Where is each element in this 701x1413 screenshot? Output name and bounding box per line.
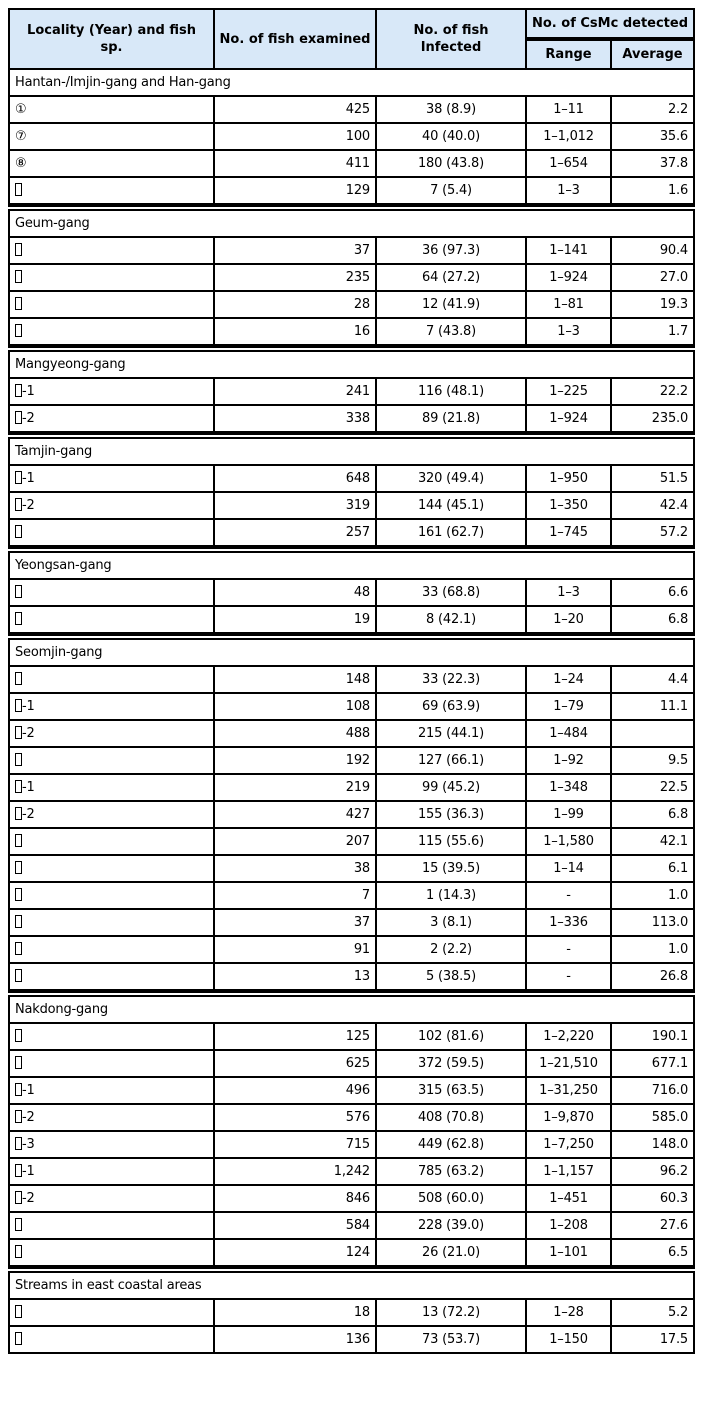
cell-fish-examined: 136 — [214, 1326, 376, 1353]
section-header-row — [9, 1270, 694, 1299]
cell-fish-examined: 488 — [214, 720, 376, 747]
missing-glyph-box — [15, 672, 22, 685]
cell-csmc-range: 1–924 — [526, 405, 611, 432]
missing-glyph-box — [15, 1137, 22, 1150]
section-label: Tamjin-gang — [9, 436, 694, 465]
cell-csmc-range: 1–3 — [526, 318, 611, 345]
cell-fish-infected: 7 (5.4) — [376, 177, 526, 204]
table-row — [9, 693, 694, 720]
cell-csmc-average: 96.2 — [611, 1158, 694, 1185]
cell-csmc-average: 27.6 — [611, 1212, 694, 1239]
cell-csmc-average: 17.5 — [611, 1326, 694, 1353]
cell-csmc-average: 60.3 — [611, 1185, 694, 1212]
missing-glyph-box — [15, 1164, 22, 1177]
cell-csmc-range: 1–14 — [526, 855, 611, 882]
cell-fish-examined: 338 — [214, 405, 376, 432]
table-row — [9, 1050, 694, 1077]
missing-glyph-box — [15, 861, 22, 874]
cell-fish-infected: 116 (48.1) — [376, 378, 526, 405]
table-row — [9, 405, 694, 432]
missing-glyph-box — [15, 471, 22, 484]
cell-csmc-average: 1.7 — [611, 318, 694, 345]
cell-fish-infected: 73 (53.7) — [376, 1326, 526, 1353]
cell-csmc-range: 1–3 — [526, 177, 611, 204]
cell-fish-sp — [9, 963, 214, 990]
section-label: Nakdong-gang — [9, 994, 694, 1023]
table-row — [9, 801, 694, 828]
section-label: Yeongsan-gang — [9, 550, 694, 579]
cell-fish-examined: 192 — [214, 747, 376, 774]
cell-csmc-average: 42.1 — [611, 828, 694, 855]
col-header-average: Average — [611, 40, 694, 69]
cell-csmc-range: 1–1,157 — [526, 1158, 611, 1185]
cell-fish-examined: 125 — [214, 1023, 376, 1050]
table-row — [9, 1158, 694, 1185]
missing-glyph-box — [15, 1305, 22, 1318]
cell-fish-infected: 26 (21.0) — [376, 1239, 526, 1266]
cell-csmc-average: 11.1 — [611, 693, 694, 720]
cell-fish-infected: 33 (22.3) — [376, 666, 526, 693]
cell-csmc-range: 1–20 — [526, 606, 611, 633]
cell-csmc-average: 5.2 — [611, 1299, 694, 1326]
cell-fish-sp — [9, 1239, 214, 1266]
missing-glyph-box — [15, 915, 22, 928]
cell-fish-infected: 320 (49.4) — [376, 465, 526, 492]
missing-glyph-box — [15, 585, 22, 598]
cell-csmc-average: 148.0 — [611, 1131, 694, 1158]
cell-csmc-average: 22.5 — [611, 774, 694, 801]
table-row — [9, 465, 694, 492]
section-header-row — [9, 436, 694, 465]
cell-fish-sp — [9, 1023, 214, 1050]
table-row — [9, 1185, 694, 1212]
cell-fish-infected: 408 (70.8) — [376, 1104, 526, 1131]
cell-csmc-average: 42.4 — [611, 492, 694, 519]
table-row — [9, 720, 694, 747]
cell-fish-sp — [9, 1299, 214, 1326]
cell-csmc-range: - — [526, 936, 611, 963]
cell-csmc-range: 1–2,220 — [526, 1023, 611, 1050]
cell-fish-examined: 648 — [214, 465, 376, 492]
cell-fish-examined: 129 — [214, 177, 376, 204]
cell-fish-examined: 219 — [214, 774, 376, 801]
cell-fish-sp: ⑧ — [9, 150, 214, 177]
table-row — [9, 963, 694, 990]
cell-fish-examined: 37 — [214, 237, 376, 264]
missing-glyph-box — [15, 888, 22, 901]
cell-fish-infected: 215 (44.1) — [376, 720, 526, 747]
table-row — [9, 1131, 694, 1158]
cell-fish-examined: 28 — [214, 291, 376, 318]
cell-fish-sp — [9, 1326, 214, 1353]
cell-fish-examined: 235 — [214, 264, 376, 291]
cell-csmc-average: 235.0 — [611, 405, 694, 432]
cell-csmc-average: 9.5 — [611, 747, 694, 774]
cell-fish-infected: 38 (8.9) — [376, 96, 526, 123]
cell-csmc-range: 1–451 — [526, 1185, 611, 1212]
cell-csmc-range: 1–99 — [526, 801, 611, 828]
cell-csmc-range: 1–745 — [526, 519, 611, 546]
table-row — [9, 882, 694, 909]
cell-csmc-range: - — [526, 963, 611, 990]
cell-fish-sp: -1 — [9, 465, 214, 492]
table-row — [9, 855, 694, 882]
cell-fish-sp — [9, 318, 214, 345]
cell-fish-infected: 785 (63.2) — [376, 1158, 526, 1185]
cell-csmc-average: 26.8 — [611, 963, 694, 990]
cell-csmc-average — [611, 720, 694, 747]
cell-csmc-average: 6.1 — [611, 855, 694, 882]
cell-csmc-range: 1–350 — [526, 492, 611, 519]
cell-fish-infected: 372 (59.5) — [376, 1050, 526, 1077]
cell-fish-sp: -2 — [9, 801, 214, 828]
cell-fish-infected: 449 (62.8) — [376, 1131, 526, 1158]
cell-csmc-range: 1–28 — [526, 1299, 611, 1326]
cell-fish-infected: 228 (39.0) — [376, 1212, 526, 1239]
cell-fish-sp — [9, 828, 214, 855]
table-row — [9, 606, 694, 633]
cell-csmc-average: 57.2 — [611, 519, 694, 546]
cell-fish-infected: 508 (60.0) — [376, 1185, 526, 1212]
cell-fish-infected: 33 (68.8) — [376, 579, 526, 606]
cell-csmc-average: 90.4 — [611, 237, 694, 264]
table-row — [9, 177, 694, 204]
missing-glyph-box — [15, 297, 22, 310]
col-header-range: Range — [526, 40, 611, 69]
section-header-row — [9, 208, 694, 237]
table-row — [9, 150, 694, 177]
cell-csmc-range: 1–141 — [526, 237, 611, 264]
cell-fish-infected: 8 (42.1) — [376, 606, 526, 633]
cell-fish-infected: 89 (21.8) — [376, 405, 526, 432]
cell-fish-examined: 48 — [214, 579, 376, 606]
cell-fish-examined: 91 — [214, 936, 376, 963]
cell-csmc-range: 1–101 — [526, 1239, 611, 1266]
cell-fish-examined: 207 — [214, 828, 376, 855]
missing-glyph-box — [15, 498, 22, 511]
cell-csmc-range: 1–336 — [526, 909, 611, 936]
cell-fish-sp: -1 — [9, 378, 214, 405]
cell-fish-infected: 7 (43.8) — [376, 318, 526, 345]
cell-fish-infected: 12 (41.9) — [376, 291, 526, 318]
table-row — [9, 492, 694, 519]
cell-fish-examined: 584 — [214, 1212, 376, 1239]
missing-glyph-box — [15, 726, 22, 739]
table-row — [9, 123, 694, 150]
missing-glyph-box — [15, 612, 22, 625]
cell-csmc-average: 1.0 — [611, 882, 694, 909]
cell-csmc-range: 1–7,250 — [526, 1131, 611, 1158]
cell-csmc-range: 1–21,510 — [526, 1050, 611, 1077]
section-label: Seomjin-gang — [9, 637, 694, 666]
table-row — [9, 318, 694, 345]
cell-fish-infected: 102 (81.6) — [376, 1023, 526, 1050]
cell-fish-sp: -2 — [9, 1185, 214, 1212]
section-header-row — [9, 550, 694, 579]
table-row — [9, 579, 694, 606]
cell-fish-sp: -2 — [9, 720, 214, 747]
cell-fish-infected: 315 (63.5) — [376, 1077, 526, 1104]
table-row — [9, 264, 694, 291]
cell-csmc-average: 19.3 — [611, 291, 694, 318]
cell-fish-infected: 13 (72.2) — [376, 1299, 526, 1326]
table-row — [9, 936, 694, 963]
table-row — [9, 774, 694, 801]
cell-fish-infected: 99 (45.2) — [376, 774, 526, 801]
cell-fish-sp: ① — [9, 96, 214, 123]
cell-fish-infected: 36 (97.3) — [376, 237, 526, 264]
cell-fish-sp — [9, 1212, 214, 1239]
table-row — [9, 909, 694, 936]
fish-infection-table — [8, 8, 695, 1354]
cell-fish-infected: 69 (63.9) — [376, 693, 526, 720]
cell-fish-examined: 108 — [214, 693, 376, 720]
cell-fish-sp — [9, 264, 214, 291]
cell-fish-sp: -3 — [9, 1131, 214, 1158]
cell-fish-sp: -1 — [9, 1158, 214, 1185]
cell-csmc-average: 113.0 — [611, 909, 694, 936]
cell-csmc-range: 1–81 — [526, 291, 611, 318]
cell-csmc-range: 1–924 — [526, 264, 611, 291]
cell-fish-sp — [9, 747, 214, 774]
cell-fish-examined: 18 — [214, 1299, 376, 1326]
cell-csmc-range: 1–348 — [526, 774, 611, 801]
cell-csmc-average: 2.2 — [611, 96, 694, 123]
cell-csmc-range: 1–150 — [526, 1326, 611, 1353]
col-header-examined: No. of fish examined — [214, 9, 376, 69]
cell-fish-infected: 40 (40.0) — [376, 123, 526, 150]
cell-csmc-average: 677.1 — [611, 1050, 694, 1077]
cell-csmc-average: 6.6 — [611, 579, 694, 606]
cell-fish-examined: 257 — [214, 519, 376, 546]
col-header-csmc: No. of CsMc detected — [526, 9, 694, 38]
missing-glyph-box — [15, 942, 22, 955]
cell-csmc-average: 716.0 — [611, 1077, 694, 1104]
missing-glyph-box — [15, 1245, 22, 1258]
missing-glyph-box — [15, 384, 22, 397]
cell-csmc-average: 6.8 — [611, 606, 694, 633]
cell-fish-infected: 5 (38.5) — [376, 963, 526, 990]
cell-fish-sp: -2 — [9, 405, 214, 432]
missing-glyph-box — [15, 1191, 22, 1204]
cell-csmc-average: 22.2 — [611, 378, 694, 405]
cell-fish-infected: 3 (8.1) — [376, 909, 526, 936]
cell-csmc-range: 1–3 — [526, 579, 611, 606]
section-header-row — [9, 349, 694, 378]
cell-csmc-range: 1–9,870 — [526, 1104, 611, 1131]
cell-fish-examined: 7 — [214, 882, 376, 909]
cell-csmc-average: 4.4 — [611, 666, 694, 693]
cell-fish-examined: 38 — [214, 855, 376, 882]
cell-fish-infected: 127 (66.1) — [376, 747, 526, 774]
table-header — [9, 9, 694, 69]
table-row — [9, 1212, 694, 1239]
cell-fish-examined: 13 — [214, 963, 376, 990]
cell-fish-sp: -2 — [9, 1104, 214, 1131]
table-body — [9, 69, 694, 1353]
cell-fish-sp: -1 — [9, 1077, 214, 1104]
missing-glyph-box — [15, 1029, 22, 1042]
missing-glyph-box — [15, 969, 22, 982]
col-header-infected: No. of fish Infected — [376, 9, 526, 69]
col-header-locality: Locality (Year) and fish sp. — [9, 9, 214, 69]
cell-csmc-range: 1–11 — [526, 96, 611, 123]
table-row — [9, 747, 694, 774]
section-label: Geum-gang — [9, 208, 694, 237]
section-label: Hantan-/Imjin-gang and Han-gang — [9, 69, 694, 96]
cell-csmc-average: 6.8 — [611, 801, 694, 828]
missing-glyph-box — [15, 1110, 22, 1123]
cell-csmc-average: 27.0 — [611, 264, 694, 291]
missing-glyph-box — [15, 324, 22, 337]
table-row — [9, 1023, 694, 1050]
cell-fish-infected: 1 (14.3) — [376, 882, 526, 909]
cell-csmc-range: 1–484 — [526, 720, 611, 747]
cell-csmc-average: 190.1 — [611, 1023, 694, 1050]
cell-fish-examined: 425 — [214, 96, 376, 123]
header-row-main — [9, 9, 694, 38]
cell-csmc-average: 6.5 — [611, 1239, 694, 1266]
cell-csmc-range: 1–950 — [526, 465, 611, 492]
cell-csmc-range: 1–208 — [526, 1212, 611, 1239]
cell-csmc-range: 1–225 — [526, 378, 611, 405]
table-row — [9, 1239, 694, 1266]
cell-csmc-average: 37.8 — [611, 150, 694, 177]
missing-glyph-box — [15, 1083, 22, 1096]
missing-glyph-box — [15, 411, 22, 424]
table-row — [9, 1299, 694, 1326]
table-row — [9, 666, 694, 693]
section-label: Streams in east coastal areas — [9, 1270, 694, 1299]
cell-fish-examined: 19 — [214, 606, 376, 633]
cell-fish-infected: 180 (43.8) — [376, 150, 526, 177]
cell-fish-sp — [9, 855, 214, 882]
cell-csmc-average: 1.6 — [611, 177, 694, 204]
missing-glyph-box — [15, 1332, 22, 1345]
cell-fish-examined: 241 — [214, 378, 376, 405]
cell-fish-sp: -2 — [9, 492, 214, 519]
cell-fish-examined: 124 — [214, 1239, 376, 1266]
missing-glyph-box — [15, 780, 22, 793]
cell-fish-sp: ⑦ — [9, 123, 214, 150]
cell-fish-examined: 1,242 — [214, 1158, 376, 1185]
cell-fish-sp — [9, 606, 214, 633]
cell-fish-examined: 148 — [214, 666, 376, 693]
table-row — [9, 1326, 694, 1353]
missing-glyph-box — [15, 525, 22, 538]
missing-glyph-box — [15, 1056, 22, 1069]
table-row — [9, 96, 694, 123]
cell-csmc-average: 35.6 — [611, 123, 694, 150]
cell-fish-infected: 144 (45.1) — [376, 492, 526, 519]
cell-fish-sp — [9, 936, 214, 963]
cell-csmc-average: 1.0 — [611, 936, 694, 963]
cell-csmc-range: - — [526, 882, 611, 909]
cell-fish-sp — [9, 579, 214, 606]
cell-fish-examined: 16 — [214, 318, 376, 345]
section-label: Mangyeong-gang — [9, 349, 694, 378]
cell-fish-sp: -1 — [9, 693, 214, 720]
section-header-row — [9, 994, 694, 1023]
cell-fish-examined: 319 — [214, 492, 376, 519]
table-row — [9, 291, 694, 318]
cell-fish-examined: 576 — [214, 1104, 376, 1131]
missing-glyph-box — [15, 699, 22, 712]
section-header-row — [9, 637, 694, 666]
cell-fish-examined: 427 — [214, 801, 376, 828]
missing-glyph-box — [15, 270, 22, 283]
cell-fish-sp — [9, 666, 214, 693]
table-row — [9, 237, 694, 264]
table-row — [9, 828, 694, 855]
missing-glyph-box — [15, 834, 22, 847]
missing-glyph-box — [15, 1218, 22, 1231]
cell-csmc-range: 1–92 — [526, 747, 611, 774]
cell-csmc-range: 1–1,012 — [526, 123, 611, 150]
table-row — [9, 378, 694, 405]
cell-fish-sp — [9, 519, 214, 546]
cell-fish-sp — [9, 882, 214, 909]
cell-csmc-average: 51.5 — [611, 465, 694, 492]
cell-csmc-average: 585.0 — [611, 1104, 694, 1131]
cell-csmc-range: 1–31,250 — [526, 1077, 611, 1104]
cell-fish-examined: 846 — [214, 1185, 376, 1212]
cell-fish-examined: 411 — [214, 150, 376, 177]
table-row — [9, 519, 694, 546]
cell-fish-infected: 2 (2.2) — [376, 936, 526, 963]
cell-fish-infected: 64 (27.2) — [376, 264, 526, 291]
cell-fish-examined: 100 — [214, 123, 376, 150]
section-header-row — [9, 69, 694, 96]
cell-fish-infected: 115 (55.6) — [376, 828, 526, 855]
cell-fish-examined: 496 — [214, 1077, 376, 1104]
table-row — [9, 1077, 694, 1104]
cell-fish-infected: 161 (62.7) — [376, 519, 526, 546]
cell-fish-sp — [9, 237, 214, 264]
cell-fish-examined: 37 — [214, 909, 376, 936]
missing-glyph-box — [15, 807, 22, 820]
cell-fish-sp — [9, 291, 214, 318]
cell-fish-infected: 15 (39.5) — [376, 855, 526, 882]
missing-glyph-box — [15, 243, 22, 256]
cell-fish-examined: 625 — [214, 1050, 376, 1077]
cell-fish-sp — [9, 1050, 214, 1077]
table-row — [9, 1104, 694, 1131]
missing-glyph-box — [15, 753, 22, 766]
cell-csmc-range: 1–1,580 — [526, 828, 611, 855]
cell-fish-sp — [9, 177, 214, 204]
cell-fish-sp — [9, 909, 214, 936]
cell-fish-sp: -1 — [9, 774, 214, 801]
missing-glyph-box — [15, 183, 22, 196]
cell-csmc-range: 1–654 — [526, 150, 611, 177]
cell-csmc-range: 1–79 — [526, 693, 611, 720]
cell-fish-infected: 155 (36.3) — [376, 801, 526, 828]
cell-csmc-range: 1–24 — [526, 666, 611, 693]
cell-fish-examined: 715 — [214, 1131, 376, 1158]
